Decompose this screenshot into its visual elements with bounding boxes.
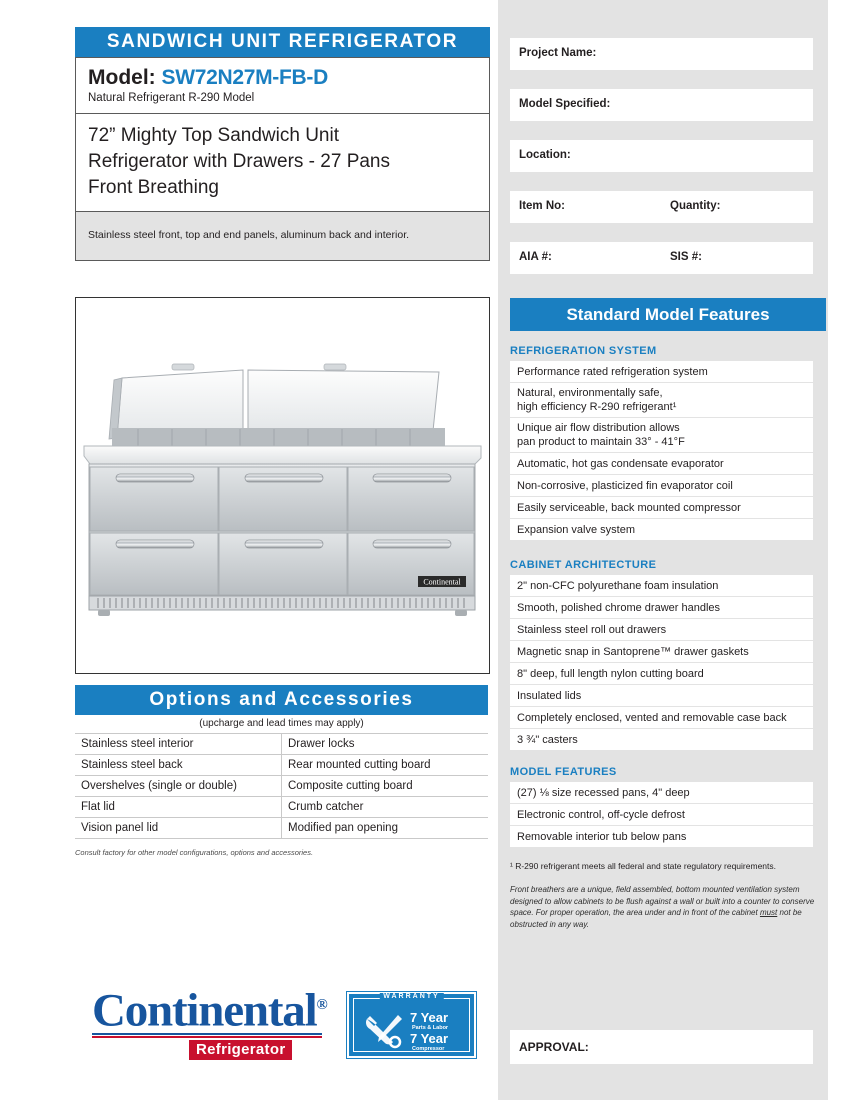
feature-item: Non-corrosive, plasticized fin evaporator coil: [510, 475, 813, 497]
description-line-3: Front Breathing: [88, 177, 219, 198]
option-cell: Rear mounted cutting board: [282, 755, 489, 776]
registered-mark: ®: [316, 997, 327, 1013]
logo-word-text: Continental: [92, 984, 317, 1037]
feature-section: [510, 559, 813, 751]
feature-item: Completely enclosed, vented and removable case back: [510, 707, 813, 729]
feature-item: Easily serviceable, back mounted compressor: [510, 497, 813, 519]
svg-text:Continental: Continental: [423, 577, 461, 587]
feature-item: (27) ⅛ size recessed pans, 4" deep: [510, 782, 813, 804]
warranty-badge: [347, 992, 476, 1058]
feature-item: Insulated lids: [510, 685, 813, 707]
description-line-1: 72” Mighty Top Sandwich Unit: [88, 125, 339, 146]
option-cell: Crumb catcher: [282, 797, 489, 818]
footer: [75, 975, 490, 1075]
options-section: [75, 685, 488, 857]
warranty-line-2-sub: Compressor: [412, 1046, 445, 1052]
options-title-bar: Options and Accessories: [75, 685, 488, 715]
front-breather-note-b: not be obstructed in any way.: [510, 908, 802, 929]
field-label-secondary: SIS #:: [670, 251, 702, 263]
wrench-screwdriver-icon: [365, 1013, 405, 1049]
project-field-row[interactable]: [510, 191, 813, 223]
option-cell: Vision panel lid: [75, 818, 282, 839]
feature-item: Removable interior tub below pans: [510, 826, 813, 848]
project-field-row[interactable]: [510, 242, 813, 274]
warranty-line-2: 7 Year: [410, 1031, 449, 1046]
option-cell: Drawer locks: [282, 734, 489, 755]
left-column: [75, 27, 490, 261]
feature-item: Natural, environmentally safe, high efficiency R-290 refrigerant¹: [510, 383, 813, 418]
table-row: [75, 818, 488, 839]
table-row: [75, 734, 488, 755]
field-label: AIA #:: [519, 251, 552, 263]
field-label: Location:: [519, 149, 571, 161]
model-label: Model:: [88, 66, 156, 89]
model-line: [88, 66, 477, 90]
feature-section-heading: REFRIGERATION SYSTEM: [510, 345, 657, 357]
feature-item: Expansion valve system: [510, 519, 813, 541]
product-image: [76, 298, 489, 673]
refrigerant-footnote: ¹ R-290 refrigerant meets all federal and state regulatory requirements.: [510, 861, 776, 871]
standard-features-title-bar: Standard Model Features: [510, 298, 826, 331]
project-field-row[interactable]: [510, 89, 813, 121]
field-label-secondary: Quantity:: [670, 200, 721, 212]
options-table: [75, 733, 488, 839]
table-row: [75, 776, 488, 797]
front-breather-note: [510, 884, 816, 930]
logo-wordmark: [92, 980, 327, 1036]
option-cell: Overshelves (single or double): [75, 776, 282, 797]
options-subtitle: (upcharge and lead times may apply): [199, 718, 364, 729]
logo-subtitle: Refrigerator: [189, 1040, 292, 1060]
feature-item: Performance rated refrigeration system: [510, 361, 813, 383]
materials-text: Stainless steel front, top and end panels, aluminum back and interior.: [88, 229, 410, 241]
model-subtitle: Natural Refrigerant R-290 Model: [88, 92, 255, 104]
table-row: [75, 755, 488, 776]
product-image-frame: [75, 297, 490, 674]
front-breather-note-emphasis: must: [759, 908, 778, 917]
feature-section: [510, 766, 813, 848]
brand-logo: [92, 980, 327, 1060]
feature-item: 2" non-CFC polyurethane foam insulation: [510, 575, 813, 597]
warranty-badge-inner: [353, 993, 470, 1052]
option-cell: Composite cutting board: [282, 776, 489, 797]
product-description: [75, 114, 490, 212]
feature-item: Electronic control, off-cycle defrost: [510, 804, 813, 826]
approval-field[interactable]: [510, 1030, 813, 1064]
feature-item: 3 ¾" casters: [510, 729, 813, 751]
approval-label: APPROVAL:: [519, 1040, 589, 1054]
table-row: [75, 797, 488, 818]
feature-section-heading: CABINET ARCHITECTURE: [510, 559, 657, 571]
field-label: Model Specified:: [519, 98, 611, 110]
field-label: Project Name:: [519, 47, 597, 59]
feature-item: Smooth, polished chrome drawer handles: [510, 597, 813, 619]
front-breather-note-a: Front breathers are a unique, field assembled, bottom mounted ventilation system designed to allow cabinets to be flush against a wall or built into a counter to conserve space. For proper operation, the area under and in front of the cabinet: [510, 885, 815, 917]
feature-item: 8" deep, full length nylon cutting board: [510, 663, 813, 685]
feature-item: Automatic, hot gas condensate evaporator: [510, 453, 813, 475]
feature-section: [510, 345, 813, 541]
category-title-bar: SANDWICH UNIT REFRIGERATOR: [75, 27, 490, 57]
project-field-row[interactable]: [510, 140, 813, 172]
feature-item: Unique air flow distribution allows pan product to maintain 33° - 41°F: [510, 418, 813, 453]
warranty-title: WARRANTY: [379, 993, 443, 1000]
description-line-2: Refrigerator with Drawers - 27 Pans: [88, 151, 390, 172]
option-cell: Stainless steel back: [75, 755, 282, 776]
options-note: Consult factory for other model configurations, options and accessories.: [75, 848, 314, 857]
feature-item: Magnetic snap in Santoprene™ drawer gaskets: [510, 641, 813, 663]
option-cell: Flat lid: [75, 797, 282, 818]
field-label: Item No:: [519, 200, 565, 212]
warranty-line-1-sub: Parts & Labor: [412, 1025, 449, 1031]
model-number: SW72N27M-FB-D: [161, 66, 328, 89]
warranty-line-1: 7 Year: [410, 1010, 449, 1025]
right-column: [498, 0, 828, 1100]
feature-section-heading: MODEL FEATURES: [510, 766, 617, 778]
option-cell: Modified pan opening: [282, 818, 489, 839]
option-cell: Stainless steel interior: [75, 734, 282, 755]
project-field-row[interactable]: [510, 38, 813, 70]
feature-item: Stainless steel roll out drawers: [510, 619, 813, 641]
model-block: [75, 57, 490, 114]
materials-note: [75, 212, 490, 261]
